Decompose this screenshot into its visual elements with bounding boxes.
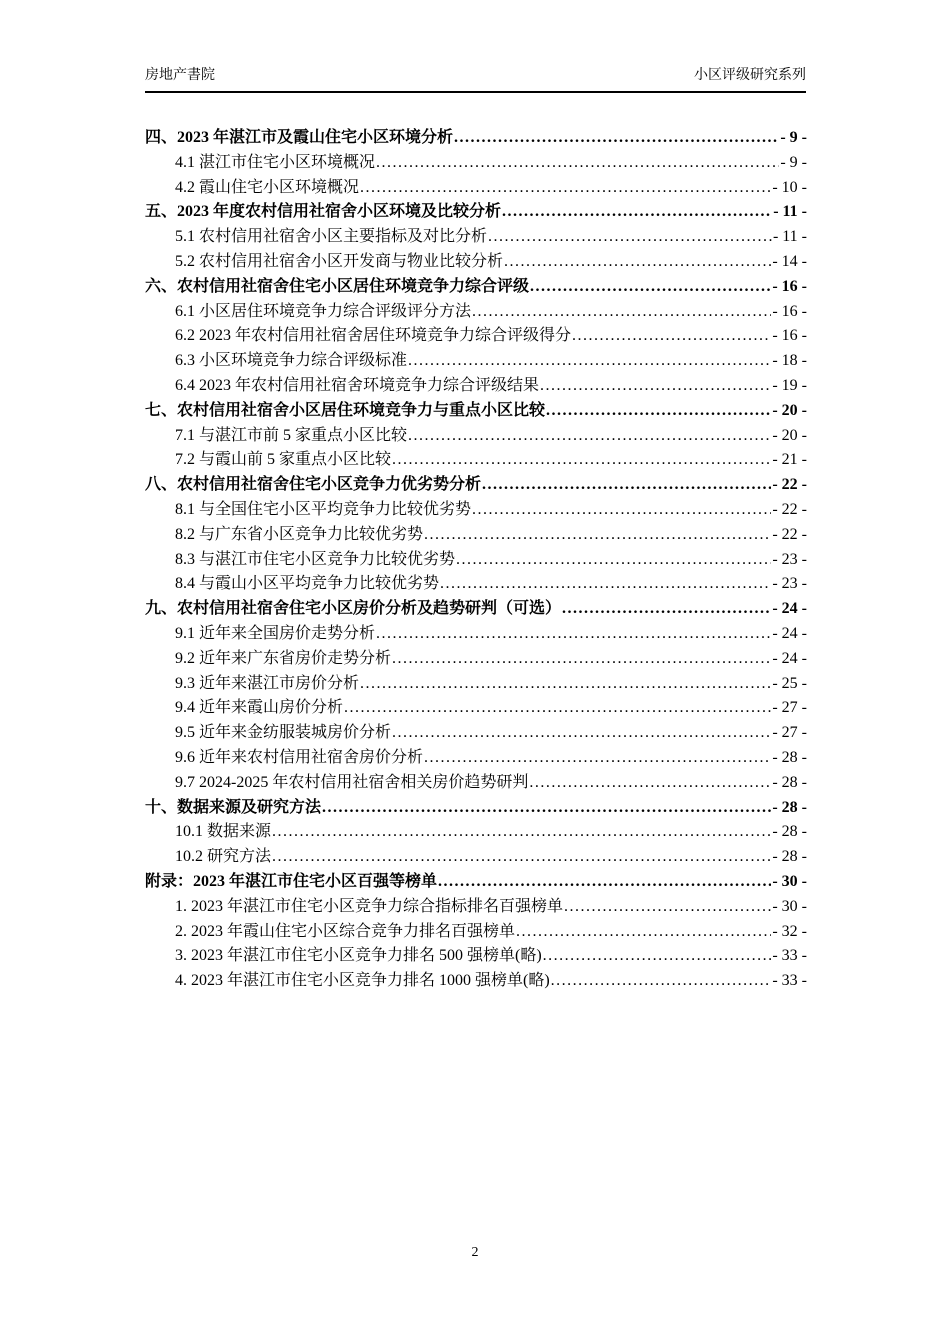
toc-dot-leader	[454, 126, 779, 151]
toc-entry[interactable]	[145, 473, 807, 498]
toc-dot-leader	[440, 572, 771, 597]
toc-dot-leader	[376, 622, 771, 647]
toc-entry-page-number: - 11 -	[772, 228, 807, 246]
toc-dot-leader	[540, 374, 771, 399]
toc-dot-leader	[564, 895, 771, 920]
toc-entry-title: 3. 2023 年湛江市住宅小区竞争力排名 500 强榜单(略)	[175, 947, 542, 965]
toc-dot-leader	[562, 597, 771, 622]
toc-entry[interactable]	[145, 796, 807, 821]
toc-dot-leader	[438, 870, 771, 895]
toc-entry-title: 5.1 农村信用社宿舍小区主要指标及对比分析	[175, 228, 488, 246]
toc-entry-title: 9.4 近年来霞山房价分析	[175, 699, 344, 717]
toc-entry[interactable]	[145, 672, 807, 697]
toc-entry[interactable]	[145, 721, 807, 746]
toc-dot-leader	[360, 672, 771, 697]
toc-entry[interactable]	[145, 225, 807, 250]
toc-entry-page-number: - 20 -	[772, 426, 807, 444]
toc-dot-leader	[272, 845, 771, 870]
toc-entry-title: 四、2023 年湛江市及霞山住宅小区环境分析	[145, 129, 454, 146]
toc-entry[interactable]	[145, 176, 807, 201]
toc-entry[interactable]	[145, 647, 807, 672]
toc-dot-leader	[488, 225, 772, 250]
toc-dot-leader	[572, 324, 771, 349]
toc-entry-page-number: - 28 -	[772, 848, 807, 866]
toc-entry-title: 9.1 近年来全国房价走势分析	[175, 624, 376, 642]
toc-entry[interactable]	[145, 920, 807, 945]
toc-entry-title: 1. 2023 年湛江市住宅小区竞争力综合指标排名百强榜单	[175, 897, 564, 915]
toc-entry[interactable]	[145, 696, 807, 721]
toc-entry[interactable]	[145, 399, 807, 424]
toc-entry-title: 5.2 农村信用社宿舍小区开发商与物业比较分析	[175, 252, 504, 270]
toc-entry-title: 附录：2023 年湛江市住宅小区百强等榜单	[145, 872, 438, 890]
toc-dot-leader	[551, 969, 772, 994]
toc-entry-title: 五、2023 年度农村信用社宿舍小区环境及比较分析	[145, 203, 502, 221]
header-left-text: 房地产書院	[145, 68, 215, 83]
toc-entry[interactable]	[145, 944, 807, 969]
toc-entry[interactable]	[145, 300, 807, 325]
toc-dot-leader	[529, 771, 771, 796]
toc-entry-page-number: - 14 -	[772, 252, 807, 270]
toc-entry-title: 9.3 近年来湛江市房价分析	[175, 674, 360, 692]
toc-entry-page-number: - 28 -	[772, 748, 807, 766]
toc-entry-page-number: - 27 -	[772, 699, 807, 717]
toc-entry-page-number: - 33 -	[772, 972, 807, 990]
toc-entry-title: 9.2 近年来广东省房价走势分析	[175, 649, 392, 667]
toc-entry[interactable]	[145, 448, 807, 473]
toc-entry-page-number: - 25 -	[772, 674, 807, 692]
page-header	[145, 64, 806, 93]
toc-entry-title: 4. 2023 年湛江市住宅小区竞争力排名 1000 强榜单(略)	[175, 972, 550, 990]
toc-dot-leader	[322, 796, 771, 821]
toc-entry-title: 4.2 霞山住宅小区环境概况	[175, 178, 360, 196]
toc-entry[interactable]	[145, 746, 807, 771]
toc-entry-page-number: - 28 -	[772, 798, 807, 816]
toc-entry[interactable]	[145, 969, 807, 994]
toc-entry[interactable]	[145, 771, 807, 796]
toc-entry[interactable]	[145, 895, 807, 920]
toc-entry[interactable]	[145, 151, 807, 176]
toc-entry[interactable]	[145, 200, 807, 225]
toc-entry-title: 6.1 小区居住环境竞争力综合评级评分方法	[175, 302, 472, 320]
toc-entry[interactable]	[145, 424, 807, 449]
toc-dot-leader	[392, 448, 771, 473]
page-number: 2	[471, 1245, 479, 1260]
toc-entry-title: 9.5 近年来金纺服装城房价分析	[175, 724, 392, 742]
toc-entry-page-number: - 30 -	[772, 897, 807, 915]
toc-entry-title: 8.3 与湛江市住宅小区竞争力比较优劣势	[175, 550, 456, 568]
toc-dot-leader	[546, 399, 771, 424]
toc-dot-leader	[424, 746, 771, 771]
toc-entry-title: 6.2 2023 年农村信用社宿舍居住环境竞争力综合评级得分	[175, 327, 572, 345]
page-footer	[0, 1245, 950, 1261]
toc-entry-page-number: - 16 -	[772, 327, 807, 345]
toc-dot-leader	[472, 498, 771, 523]
toc-entry-page-number: - 20 -	[772, 401, 807, 419]
toc-dot-leader	[408, 349, 771, 374]
toc-entry-page-number: - 9 -	[780, 153, 807, 171]
toc-entry-page-number: - 33 -	[772, 947, 807, 965]
toc-entry-title: 7.2 与霞山前 5 家重点小区比较	[175, 451, 392, 469]
toc-entry[interactable]	[145, 597, 807, 622]
toc-dot-leader	[360, 176, 771, 201]
toc-entry-page-number: - 22 -	[772, 500, 807, 518]
toc-entry-title: 2. 2023 年霞山住宅小区综合竞争力排名百强榜单	[175, 922, 516, 940]
toc-entry-page-number: - 22 -	[772, 525, 807, 543]
toc-dot-leader	[504, 250, 771, 275]
toc-entry-page-number: - 24 -	[772, 600, 807, 618]
toc-entry[interactable]	[145, 523, 807, 548]
toc-entry-title: 9.7 2024-2025 年农村信用社宿舍相关房价趋势研判	[175, 773, 529, 791]
toc-entry[interactable]	[145, 126, 807, 151]
toc-entry[interactable]	[145, 324, 807, 349]
toc-entry-title: 8.1 与全国住宅小区平均竞争力比较优劣势	[175, 500, 472, 518]
toc-dot-leader	[344, 696, 771, 721]
toc-entry-title: 8.2 与广东省小区竞争力比较优劣势	[175, 525, 424, 543]
toc-entry[interactable]	[145, 548, 807, 573]
toc-dot-leader	[543, 944, 772, 969]
toc-dot-leader	[392, 721, 771, 746]
toc-entry-page-number: - 27 -	[772, 724, 807, 742]
toc-entry[interactable]	[145, 870, 807, 895]
toc-entry-page-number: - 23 -	[772, 575, 807, 593]
toc-dot-leader	[472, 300, 771, 325]
toc-entry-page-number: - 16 -	[772, 302, 807, 320]
toc-entry-title: 7.1 与湛江市前 5 家重点小区比较	[175, 426, 408, 444]
toc-dot-leader	[456, 548, 771, 573]
toc-entry-page-number: - 28 -	[772, 823, 807, 841]
toc-entry[interactable]	[145, 275, 807, 300]
toc-dot-leader	[530, 275, 771, 300]
toc-entry[interactable]	[145, 820, 807, 845]
toc-entry-page-number: - 24 -	[772, 649, 807, 667]
toc-dot-leader	[502, 200, 772, 225]
toc-entry[interactable]	[145, 622, 807, 647]
toc-entry-title: 6.4 2023 年农村信用社宿舍环境竞争力综合评级结果	[175, 376, 540, 394]
toc-entry[interactable]	[145, 250, 807, 275]
toc-entry-title: 十、数据来源及研究方法	[145, 798, 322, 816]
toc-entry-page-number: - 30 -	[772, 872, 807, 890]
toc-entry-title: 4.1 湛江市住宅小区环境概况	[175, 153, 376, 171]
toc-entry-title: 9.6 近年来农村信用社宿舍房价分析	[175, 748, 424, 766]
toc-entry-page-number: - 19 -	[772, 376, 807, 394]
toc-entry[interactable]	[145, 845, 807, 870]
toc-entry-title: 8.4 与霞山小区平均竞争力比较优劣势	[175, 575, 440, 593]
toc-entry-page-number: - 32 -	[772, 922, 807, 940]
toc-entry-page-number: - 10 -	[772, 178, 807, 196]
toc-dot-leader	[424, 523, 771, 548]
toc-entry-page-number: - 11 -	[773, 203, 807, 221]
toc-entry[interactable]	[145, 374, 807, 399]
toc-entry-title: 10.2 研究方法	[175, 848, 272, 866]
header-right-text: 小区评级研究系列	[694, 68, 806, 83]
toc-dot-leader	[392, 647, 771, 672]
toc-entry[interactable]	[145, 572, 807, 597]
toc-entry-page-number: - 23 -	[772, 550, 807, 568]
toc-entry-page-number: - 9 -	[780, 129, 807, 146]
toc-entry-page-number: - 16 -	[772, 277, 807, 295]
toc-entry-title: 八、农村信用社宿舍住宅小区竞争力优劣势分析	[145, 476, 482, 494]
toc-entry-title: 七、农村信用社宿舍小区居住环境竞争力与重点小区比较	[145, 401, 546, 419]
toc-entry-page-number: - 18 -	[772, 352, 807, 370]
toc-entry-page-number: - 24 -	[772, 624, 807, 642]
toc-entry-title: 6.3 小区环境竞争力综合评级标准	[175, 352, 408, 370]
toc-entry-title: 六、农村信用社宿舍住宅小区居住环境竞争力综合评级	[145, 277, 530, 295]
toc-dot-leader	[272, 820, 771, 845]
toc-dot-leader	[516, 920, 771, 945]
toc-dot-leader	[376, 151, 779, 176]
table-of-contents	[145, 126, 807, 994]
toc-entry[interactable]	[145, 349, 807, 374]
toc-entry-page-number: - 22 -	[772, 476, 807, 494]
toc-dot-leader	[482, 473, 771, 498]
toc-entry[interactable]	[145, 498, 807, 523]
toc-entry-title: 10.1 数据来源	[175, 823, 272, 841]
toc-entry-page-number: - 21 -	[772, 451, 807, 469]
toc-entry-page-number: - 28 -	[772, 773, 807, 791]
toc-entry-title: 九、农村信用社宿舍住宅小区房价分析及趋势研判（可选）	[145, 600, 562, 618]
toc-dot-leader	[408, 424, 771, 449]
